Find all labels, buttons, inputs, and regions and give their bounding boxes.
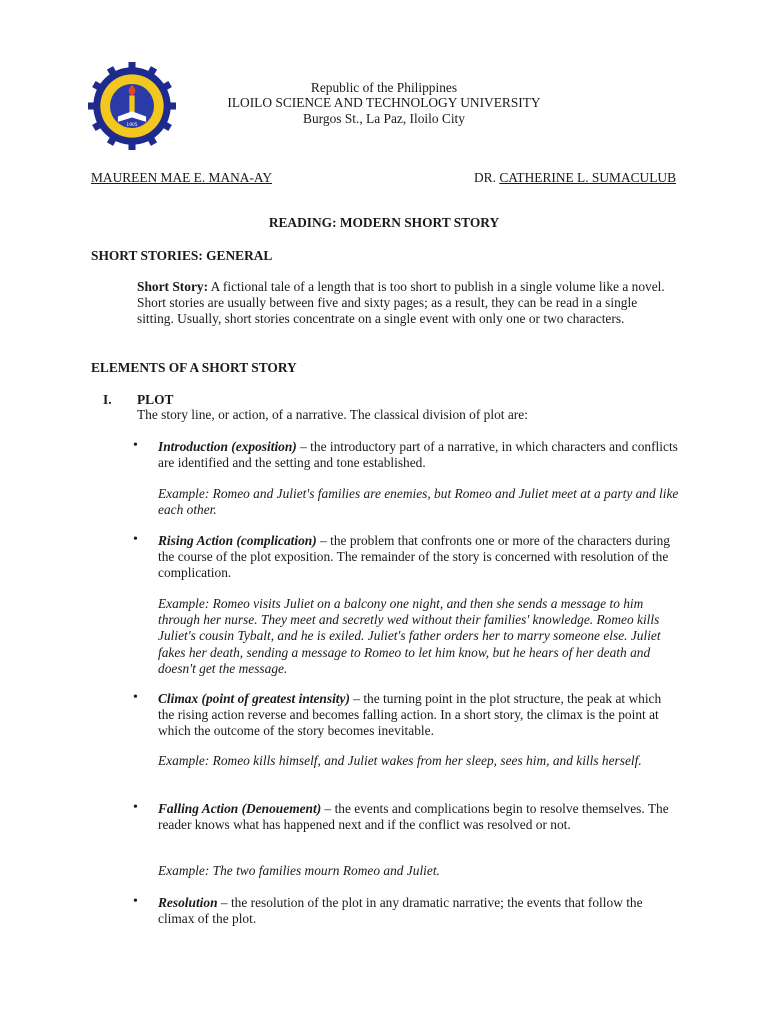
header-university: ILOILO SCIENCE AND TECHNOLOGY UNIVERSITY — [227, 95, 541, 110]
section-heading-elements: ELEMENTS OF A SHORT STORY — [91, 360, 297, 375]
header-republic: Republic of the Philippines — [310, 80, 458, 95]
section-heading-general: SHORT STORIES: GENERAL — [91, 248, 273, 263]
plot-item-climax: Climax (point of greatest intensity) – the turning point in the plot structure, the peak at which the rising action reverse and becomes falling action. In a short story, the climax is the point at which the outcome of the story becomes inevitable. — [158, 691, 662, 739]
example-rising-action: Example: Romeo visits Juliet on a balcony one night, and then she sends a message to him through her nurse. They meet and secretly wed without their families' knowledge. Romeo kills Juliet's cousin Tybalt, and he is exiled. Juliet's father orders her to marry someone else. Juliet fakes her death, sending a message to Romeo to let him know, but he hears of her death and doesn't get the message. — [158, 596, 661, 676]
example-climax: Example: Romeo kills himself, and Juliet wakes from her sleep, sees him, and kills herself. — [158, 753, 642, 768]
bullet-icon: • — [133, 894, 138, 909]
bullet-icon: • — [133, 800, 138, 815]
bullet-icon: • — [133, 438, 138, 453]
student-name: MAUREEN MAE E. MANA-AY — [91, 170, 273, 185]
bullet-icon: • — [133, 690, 138, 705]
plot-item-rising-action: Rising Action (complication) – the problem that confronts one or more of the characters during the course of the plot exposition. The remainder of the story is concerned with resolution of the complication. — [158, 533, 670, 581]
plot-item-introduction: Introduction (exposition) – the introductory part of a narrative, in which characters and conflicts are identified and the setting and tone established. — [158, 439, 678, 471]
bullet-icon: • — [133, 532, 138, 547]
plot-item-resolution: Resolution – the resolution of the plot in any dramatic narrative; the events that follow the climax of the plot. — [158, 895, 643, 927]
plot-item-falling-action: Falling Action (Denouement) – the events and complications begin to resolve themselves. The reader knows what has happened next and if the conflict was resolved or not. — [158, 801, 669, 833]
document-title: READING: MODERN SHORT STORY — [268, 215, 500, 230]
plot-intro: The story line, or action, of a narrative. The classical division of plot are: — [137, 407, 528, 422]
example-introduction: Example: Romeo and Juliet's families are enemies, but Romeo and Juliet meet at a party and like each other. — [158, 486, 679, 518]
header-address: Burgos St., La Paz, Iloilo City — [303, 111, 465, 126]
plot-heading: PLOT — [137, 392, 174, 407]
instructor-name: DR. CATHERINE L. SUMACULUB — [474, 170, 676, 185]
short-story-definition: Short Story: A fictional tale of a length that is too short to publish in a single volume like a novel. Short stories are usually between five and sixty pages; as a result, they can be read in a single sitting. Usually, short stories concentrate on a single event with only one or two characters. — [137, 279, 665, 327]
svg-text:1905: 1905 — [126, 123, 138, 129]
roman-numeral: I. — [103, 392, 112, 407]
example-falling-action: Example: The two families mourn Romeo and Juliet. — [158, 863, 440, 878]
